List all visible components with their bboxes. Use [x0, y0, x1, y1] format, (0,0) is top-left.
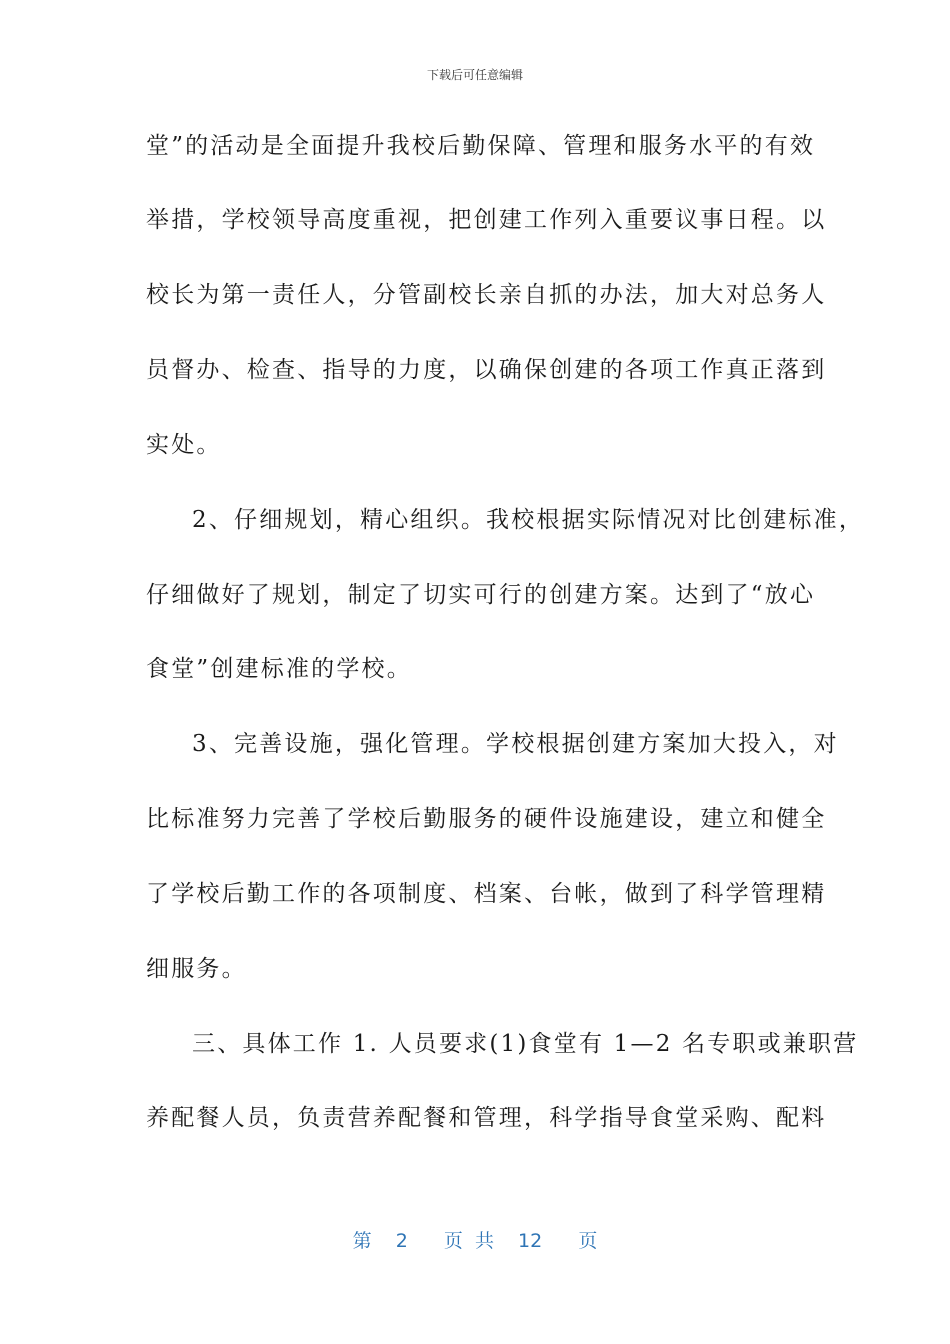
body-line-2: 举措，学校领导高度重视，把创建工作列入重要议事日程。以	[146, 207, 827, 233]
body-line-7: 仔细做好了规划，制定了切实可行的创建方案。达到了“放心	[146, 582, 816, 608]
page-header-note: 下载后可任意编辑	[426, 68, 523, 82]
body-line-6: 2、仔细规划，精心组织。我校根据实际情况对比创建标准，	[192, 507, 865, 533]
body-line-3: 校长为第一责任人，分管副校长亲自抓的办法，加大对总务人	[146, 282, 827, 308]
page-number-footer: 第 2 页 共 12 页	[352, 1230, 598, 1252]
body-line-9: 3、完善设施，强化管理。学校根据创建方案加大投入，对	[192, 731, 839, 757]
body-line-11: 了学校后勤工作的各项制度、档案、台帐，做到了科学管理精	[146, 881, 827, 907]
body-line-5: 实处。	[146, 432, 222, 458]
body-line-1: 堂”的活动是全面提升我校后勤保障、管理和服务水平的有效	[146, 133, 816, 159]
body-line-13: 三、具体工作 1. 人员要求(1)食堂有 1—2 名专职或兼职营	[192, 1031, 859, 1057]
body-line-14: 养配餐人员，负责营养配餐和管理，科学指导食堂采购、配料	[146, 1105, 827, 1131]
body-line-10: 比标准努力完善了学校后勤服务的硬件设施建设，建立和健全	[146, 806, 827, 832]
body-line-12: 细服务。	[146, 956, 247, 982]
body-line-8: 食堂”创建标准的学校。	[146, 656, 412, 682]
body-line-4: 员督办、检查、指导的力度，以确保创建的各项工作真正落到	[146, 357, 827, 383]
